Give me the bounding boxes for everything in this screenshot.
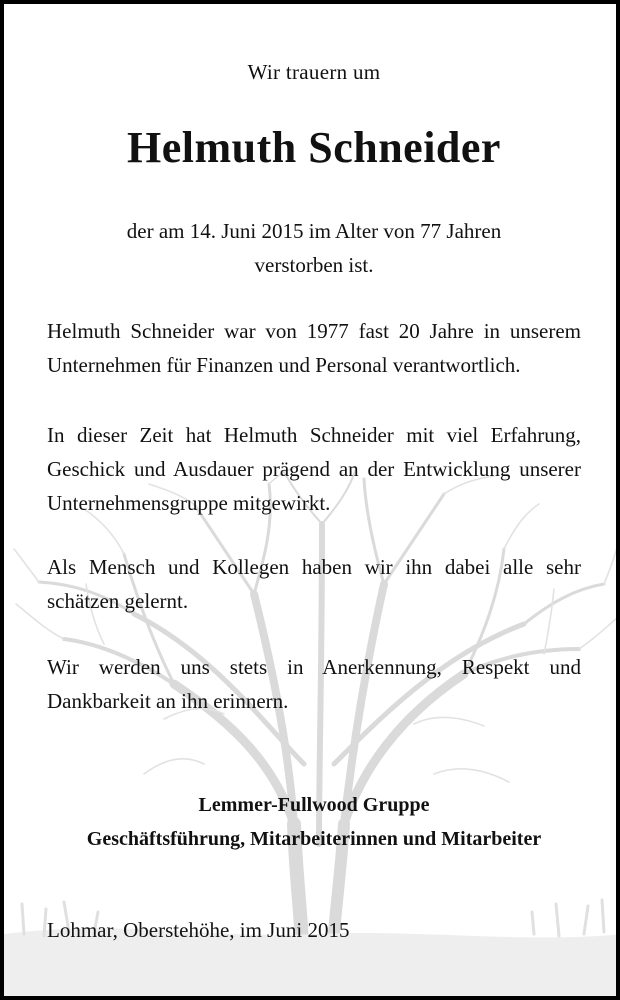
- intro-line: Wir trauern um: [247, 60, 381, 84]
- signature-company: Lemmer-Fullwood Gruppe: [198, 794, 430, 816]
- death-details: [4, 214, 620, 282]
- signature: [4, 788, 620, 856]
- paragraph-appreciation: Als Mensch und Kollegen haben wir ihn dabei alle sehr schätzen gelernt.: [47, 555, 581, 613]
- paragraph-remembrance: Wir werden uns stets in Anerkennung, Respekt und Dankbarkeit an ihn erinnern.: [47, 655, 581, 713]
- paragraph-contribution: In dieser Zeit hat Helmuth Schneider mit viel Erfahrung, Geschick und Ausdauer prägend an der Entwicklung unserer Unternehmensgruppe mitgewirkt.: [47, 423, 581, 515]
- deceased-name: Helmuth Schneider: [127, 123, 501, 172]
- paragraph-career: Helmuth Schneider war von 1977 fast 20 Jahre in unserem Unternehmen für Finanzen und Personal verantwortlich.: [47, 319, 581, 377]
- death-details-line-1: der am 14. Juni 2015 im Alter von 77 Jahren: [126, 219, 502, 243]
- signature-staff: Geschäftsführung, Mitarbeiterinnen und Mitarbeiter: [86, 828, 542, 850]
- death-details-line-2: verstorben ist.: [254, 253, 374, 277]
- place-and-date: Lohmar, Oberstehöhe, im Juni 2015: [47, 918, 350, 942]
